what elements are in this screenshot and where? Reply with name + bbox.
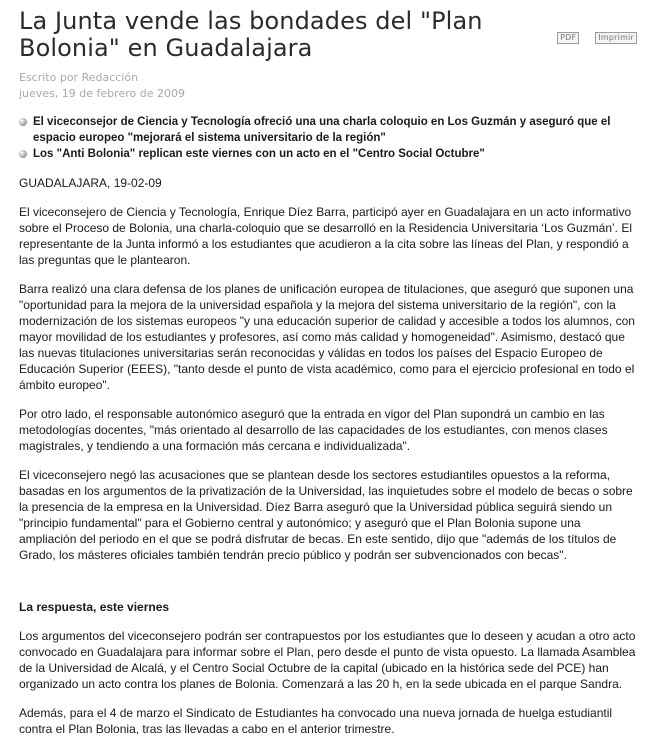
print-button[interactable]: Imprimir — [595, 32, 637, 44]
article-paragraph: Además, para el 4 de marzo el Sindicato de Estudiantes ha convocado una nueva jornada de huelga estudiantil contra el Plan Bolonia, tras las llevadas a cabo en el anterior trimestre. — [19, 706, 613, 736]
summary-item — [19, 114, 637, 146]
article-subheading: La respuesta, este viernes — [19, 600, 170, 614]
article-author: Escrito por Redacción — [19, 71, 139, 84]
article-meta — [19, 70, 637, 102]
summary-item — [19, 146, 637, 162]
pdf-button[interactable]: PDF — [557, 32, 579, 44]
bullet-icon — [19, 118, 27, 126]
article-dateline: GUADALAJARA, 19-02-09 — [19, 176, 162, 190]
article-header — [19, 8, 637, 66]
article-date: jueves, 19 de febrero de 2009 — [19, 87, 185, 100]
article-paragraph: El viceconsejero de Ciencia y Tecnología, Enrique Díez Barra, participó ayer en Guadalajara en un acto informativo sobre el Proceso de Bolonia, una charla-coloquio que se desarrolló en la Residencia Universitaria ‘Los Guzmán’. El representante de la Junta informó a los estudiantes que acudieron a la cita sobre las líneas del Plan, y respondió a las preguntas que le plantearon. — [19, 205, 633, 267]
article-tools — [557, 32, 637, 44]
summary-list — [19, 114, 637, 162]
summary-text: El viceconsejor de Ciencia y Tecnología ofreció una una charla coloquio en Los Guzmán y aseguró que el espacio europeo "mejorará el sistema universitario de la región" — [33, 116, 611, 144]
article-paragraph: El viceconsejero negó las acusaciones que se plantean desde los sectores estudiantiles opuestos a la reforma, basadas en los argumentos de la privatización de la Universidad, las inquietudes sobre el modelo de becas o sobre la presencia de la empresa en la Universidad. Díez Barra aseguró que la Universidad pública seguirá siendo un "principio fundamental" para el Gobierno central y autonómico; y aseguró que el Plan Bolonia supone una ampliación del periodo en el que se podrá disfrutar de becas. En este sentido, dijo que "además de los títulos de Grado, los másteres oficiales también tendrán precio público y podrán ser subvencionados con becas". — [19, 468, 633, 562]
article-paragraph: Barra realizó una clara defensa de los planes de unificación europea de titulaciones, que aseguró que suponen una "oportunidad para la mejora de la universidad española y la mejora del sistema universitario de la región", con la modernización de los sistemas europeos "y una educación superior de calidad y accesible a todos los alumnos, con mayor movilidad de los estudiantes y profesores, así como más calidad y homogeneidad". Asimismo, destacó que las nuevas titulaciones universitarias serán reconocidas y válidas en todos los países del Espacio Europeo de Educación Superior (EEES), "tanto desde el punto de vista académico, como para el ejercicio profesional en todo el ámbito europeo". — [19, 282, 635, 392]
article-paragraph: Por otro lado, el responsable autonómico aseguró que la entrada en vigor del Plan supondrá un cambio en las metodologías docentes, "más orientado al desarrollo de las capacidades de los estudiantes, con menos clases magistrales, y tendiendo a una formación más cercana e individualizada". — [19, 407, 608, 453]
summary-text: Los "Anti Bolonia" replican este viernes con un acto en el "Centro Social Octubre" — [33, 148, 485, 160]
bullet-icon — [19, 150, 27, 158]
article-paragraph: Los argumentos del viceconsejero podrán ser contrapuestos por los estudiantes que lo deseen y acudan a otro acto convocado en Guadalajara para informar sobre el Plan, pero desde el punto de vista opuesto. La llamada Asamblea de la Universidad de Alcalá, y el Centro Social Octubre de la capital (ubicado en la histórica sede del PCE) han organizado un acto contra los planes de Bolonia. Comenzará a las 20 h, en la sede ubicada en el parque Sandra. — [19, 629, 636, 691]
article — [19, 8, 637, 737]
article-title: La Junta vende las bondades del "Plan Bolonia" en Guadalajara — [19, 7, 483, 62]
